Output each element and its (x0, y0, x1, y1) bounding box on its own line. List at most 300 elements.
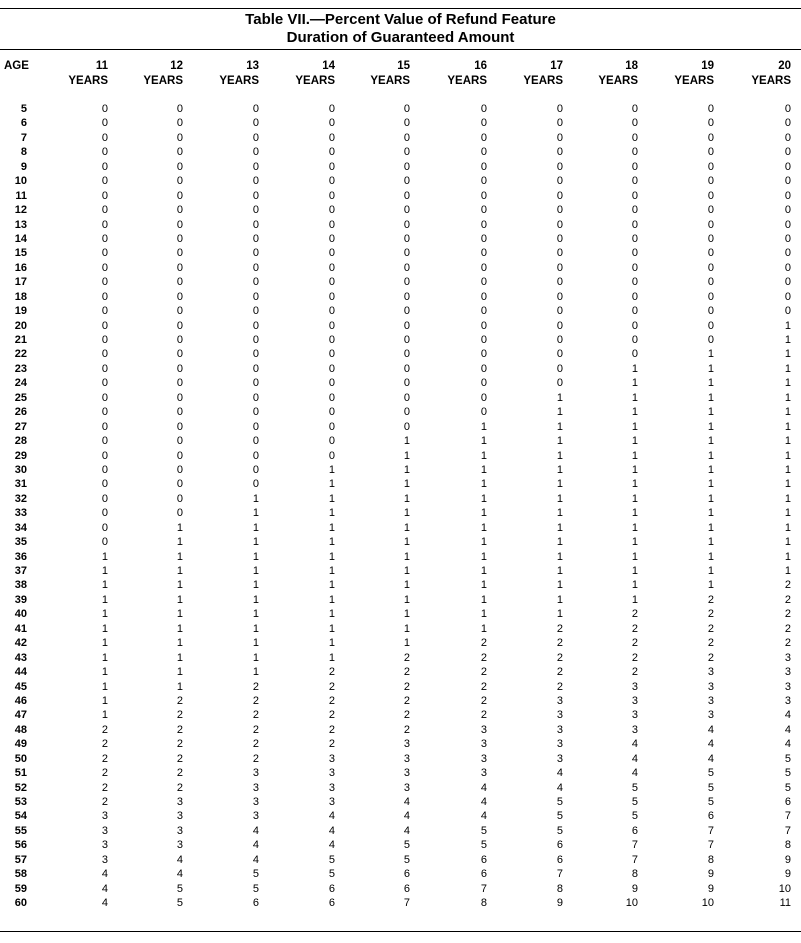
value-cell: 5 (328, 868, 335, 881)
value-cell: 4 (707, 723, 714, 736)
value-cell: 0 (101, 117, 108, 130)
value-cell: 0 (480, 362, 487, 375)
value-cell: 5 (707, 796, 714, 808)
age-cell: 51 (14, 767, 27, 780)
value-cell: 1 (707, 550, 714, 563)
age-cell: 42 (14, 637, 27, 650)
value-cell: 1 (101, 651, 108, 664)
table-row (0, 853, 801, 867)
value-cell: 0 (480, 261, 487, 274)
age-cell: 56 (14, 839, 27, 852)
value-cell: 0 (252, 117, 259, 130)
value-cell: 0 (328, 103, 335, 115)
value-cell: 1 (556, 478, 563, 491)
value-cell: 0 (252, 103, 259, 115)
value-cell: 0 (328, 348, 335, 361)
value-cell: 1 (328, 622, 335, 635)
value-cell: 1 (403, 492, 410, 505)
value-cell: 1 (631, 593, 638, 606)
value-cell: 6 (784, 796, 791, 808)
table-row (0, 116, 801, 130)
value-cell: 1 (480, 608, 487, 621)
value-cell: 0 (707, 247, 714, 260)
value-cell: 2 (556, 622, 563, 635)
age-cell: 43 (14, 651, 27, 664)
value-cell: 0 (252, 131, 259, 144)
value-cell: 1 (101, 666, 108, 679)
value-cell: 1 (631, 435, 638, 448)
value-cell: 1 (403, 435, 410, 448)
value-cell: 4 (556, 767, 563, 780)
table-row (0, 290, 801, 304)
table-row (0, 723, 801, 737)
age-cell: 53 (14, 796, 27, 808)
table-row (0, 607, 801, 621)
value-cell: 0 (631, 348, 638, 361)
value-cell: 1 (480, 521, 487, 534)
value-cell: 7 (784, 810, 791, 823)
value-cell: 1 (784, 550, 791, 563)
value-cell: 1 (707, 362, 714, 375)
age-cell: 55 (14, 824, 27, 837)
value-cell: 1 (784, 348, 791, 361)
year-column-number: 16 (474, 60, 487, 72)
value-cell: 0 (176, 377, 183, 390)
value-cell: 0 (328, 449, 335, 462)
value-cell: 0 (480, 117, 487, 130)
value-cell: 0 (101, 204, 108, 217)
value-cell: 2 (176, 738, 183, 751)
value-cell: 0 (328, 247, 335, 260)
value-cell: 0 (707, 218, 714, 231)
value-cell: 0 (631, 204, 638, 217)
value-cell: 1 (176, 622, 183, 635)
value-cell: 0 (252, 362, 259, 375)
value-cell: 5 (784, 767, 791, 780)
table-row (0, 578, 801, 592)
value-cell: 1 (252, 565, 259, 577)
value-cell: 4 (480, 810, 487, 823)
value-cell: 1 (784, 391, 791, 404)
table-row (0, 708, 801, 722)
value-cell: 1 (556, 449, 563, 462)
value-cell: 3 (403, 752, 410, 765)
age-cell: 19 (14, 305, 27, 318)
value-cell: 1 (631, 391, 638, 404)
value-cell: 0 (707, 276, 714, 289)
value-cell: 0 (784, 276, 791, 289)
year-column-header (731, 59, 791, 89)
value-cell: 0 (631, 305, 638, 318)
value-cell: 0 (403, 406, 410, 419)
value-cell: 0 (176, 391, 183, 404)
value-cell: 2 (480, 651, 487, 664)
value-cell: 1 (252, 666, 259, 679)
value-cell: 0 (252, 449, 259, 462)
value-cell: 0 (328, 117, 335, 130)
age-cell: 27 (14, 420, 27, 433)
table-row (0, 535, 801, 549)
value-cell: 1 (631, 507, 638, 520)
value-cell: 1 (784, 463, 791, 476)
value-cell: 0 (707, 131, 714, 144)
value-cell: 2 (556, 651, 563, 664)
value-cell: 0 (403, 334, 410, 346)
value-cell: 0 (101, 290, 108, 303)
value-cell: 1 (328, 492, 335, 505)
value-cell: 0 (707, 189, 714, 202)
value-cell: 2 (480, 709, 487, 722)
value-cell: 2 (252, 723, 259, 736)
age-cell: 33 (14, 507, 27, 520)
value-cell: 0 (403, 175, 410, 188)
age-cell: 37 (14, 565, 27, 577)
value-cell: 0 (556, 348, 563, 361)
age-cell: 46 (14, 694, 27, 707)
value-cell: 0 (403, 131, 410, 144)
value-cell: 0 (252, 406, 259, 419)
value-cell: 2 (403, 723, 410, 736)
age-cell: 36 (14, 550, 27, 563)
value-cell: 0 (252, 160, 259, 173)
value-cell: 0 (403, 261, 410, 274)
value-cell: 2 (784, 593, 791, 606)
value-cell: 1 (176, 680, 183, 693)
value-cell: 1 (480, 507, 487, 520)
value-cell: 5 (631, 781, 638, 794)
value-cell: 0 (556, 131, 563, 144)
value-cell: 5 (707, 781, 714, 794)
value-cell: 2 (631, 666, 638, 679)
value-cell: 1 (403, 622, 410, 635)
value-cell: 1 (707, 348, 714, 361)
value-cell: 3 (631, 680, 638, 693)
value-cell: 2 (328, 738, 335, 751)
value-cell: 1 (480, 536, 487, 549)
value-cell: 0 (403, 362, 410, 375)
value-cell: 1 (252, 651, 259, 664)
value-cell: 1 (480, 449, 487, 462)
value-cell: 1 (328, 579, 335, 592)
year-column-number: 20 (778, 60, 791, 72)
table-row (0, 564, 801, 578)
value-cell: 0 (403, 204, 410, 217)
table-row (0, 189, 801, 203)
value-cell: 0 (784, 117, 791, 130)
value-cell: 0 (480, 218, 487, 231)
value-cell: 1 (101, 593, 108, 606)
value-cell: 0 (252, 247, 259, 260)
value-cell: 2 (480, 694, 487, 707)
value-cell: 3 (480, 767, 487, 780)
value-cell: 0 (631, 334, 638, 346)
value-cell: 1 (556, 521, 563, 534)
age-cell: 44 (14, 666, 27, 679)
value-cell: 1 (556, 579, 563, 592)
value-cell: 0 (252, 463, 259, 476)
value-cell: 4 (480, 796, 487, 808)
value-cell: 1 (707, 391, 714, 404)
value-cell: 6 (480, 853, 487, 866)
value-cell: 0 (101, 175, 108, 188)
value-cell: 0 (176, 319, 183, 332)
value-cell: 6 (328, 897, 335, 910)
value-cell: 1 (403, 463, 410, 476)
value-cell: 1 (707, 435, 714, 448)
value-cell: 0 (556, 362, 563, 375)
value-cell: 4 (101, 897, 108, 910)
table-row (0, 622, 801, 636)
value-cell: 5 (252, 882, 259, 895)
value-cell: 0 (101, 276, 108, 289)
age-cell: 17 (14, 276, 27, 289)
table-row (0, 160, 801, 174)
value-cell: 0 (480, 175, 487, 188)
value-cell: 0 (403, 103, 410, 115)
age-cell: 12 (14, 204, 27, 217)
value-cell: 0 (176, 175, 183, 188)
value-cell: 1 (252, 593, 259, 606)
value-cell: 1 (707, 406, 714, 419)
value-cell: 0 (252, 391, 259, 404)
value-cell: 0 (784, 204, 791, 217)
value-cell: 1 (252, 637, 259, 650)
value-cell: 2 (480, 680, 487, 693)
value-cell: 1 (784, 565, 791, 577)
value-cell: 1 (556, 435, 563, 448)
bottom-rule (0, 931, 801, 932)
value-cell: 3 (707, 694, 714, 707)
value-cell: 4 (101, 882, 108, 895)
value-cell: 1 (480, 478, 487, 491)
year-column-header (48, 59, 108, 89)
table-row (0, 521, 801, 535)
value-cell: 0 (556, 261, 563, 274)
value-cell: 4 (631, 767, 638, 780)
value-cell: 0 (101, 232, 108, 245)
value-cell: 2 (252, 738, 259, 751)
value-cell: 3 (631, 709, 638, 722)
value-cell: 0 (101, 478, 108, 491)
table-row (0, 752, 801, 766)
value-cell: 1 (328, 651, 335, 664)
value-cell: 1 (556, 391, 563, 404)
value-cell: 0 (252, 290, 259, 303)
value-cell: 0 (707, 175, 714, 188)
value-cell: 0 (328, 406, 335, 419)
value-cell: 1 (784, 435, 791, 448)
table-row (0, 824, 801, 838)
value-cell: 1 (631, 377, 638, 390)
value-cell: 0 (707, 103, 714, 115)
age-cell: 15 (14, 247, 27, 260)
value-cell: 3 (101, 810, 108, 823)
year-column-header (199, 59, 259, 89)
value-cell: 0 (328, 377, 335, 390)
value-cell: 1 (176, 593, 183, 606)
value-cell: 0 (631, 117, 638, 130)
value-cell: 1 (631, 362, 638, 375)
value-cell: 2 (631, 622, 638, 635)
value-cell: 1 (101, 709, 108, 722)
table-row (0, 145, 801, 159)
value-cell: 1 (631, 565, 638, 577)
value-cell: 2 (707, 608, 714, 621)
year-column-number: 19 (701, 60, 714, 72)
value-cell: 0 (101, 391, 108, 404)
value-cell: 0 (101, 348, 108, 361)
value-cell: 0 (176, 420, 183, 433)
age-cell: 52 (14, 781, 27, 794)
value-cell: 1 (403, 593, 410, 606)
value-cell: 4 (328, 810, 335, 823)
year-column-unit: YEARS (598, 75, 638, 87)
value-cell: 9 (707, 882, 714, 895)
value-cell: 1 (556, 536, 563, 549)
value-cell: 2 (480, 666, 487, 679)
value-cell: 0 (252, 189, 259, 202)
table-row (0, 347, 801, 361)
value-cell: 2 (101, 767, 108, 780)
value-cell: 0 (631, 247, 638, 260)
age-cell: 29 (14, 449, 27, 462)
value-cell: 0 (707, 290, 714, 303)
table-row (0, 694, 801, 708)
value-cell: 1 (707, 507, 714, 520)
value-cell: 0 (707, 204, 714, 217)
age-cell: 39 (14, 593, 27, 606)
value-cell: 3 (556, 709, 563, 722)
value-cell: 0 (176, 247, 183, 260)
table-row (0, 362, 801, 376)
table-row (0, 203, 801, 217)
value-cell: 0 (480, 160, 487, 173)
value-cell: 3 (631, 723, 638, 736)
table-row (0, 665, 801, 679)
value-cell: 0 (480, 247, 487, 260)
table-row (0, 809, 801, 823)
value-cell: 1 (101, 622, 108, 635)
value-cell: 5 (328, 853, 335, 866)
value-cell: 0 (176, 478, 183, 491)
value-cell: 1 (631, 478, 638, 491)
year-column-header (578, 59, 638, 89)
age-cell: 14 (14, 232, 27, 245)
value-cell: 1 (784, 521, 791, 534)
value-cell: 5 (403, 839, 410, 852)
table-title-line-1: Table VII.—Percent Value of Refund Feature (245, 11, 556, 28)
value-cell: 1 (328, 550, 335, 563)
age-cell: 47 (14, 709, 27, 722)
value-cell: 1 (707, 536, 714, 549)
year-column-number: 13 (246, 60, 259, 72)
table-row (0, 781, 801, 795)
value-cell: 4 (631, 738, 638, 751)
table-row (0, 506, 801, 520)
table-row (0, 376, 801, 390)
value-cell: 4 (707, 738, 714, 751)
value-cell: 0 (784, 247, 791, 260)
value-cell: 0 (403, 117, 410, 130)
value-cell: 1 (784, 334, 791, 346)
value-cell: 0 (403, 232, 410, 245)
value-cell: 2 (556, 666, 563, 679)
value-cell: 1 (101, 637, 108, 650)
value-cell: 1 (784, 319, 791, 332)
value-cell: 5 (631, 796, 638, 808)
value-cell: 1 (252, 536, 259, 549)
value-cell: 0 (784, 131, 791, 144)
value-cell: 4 (784, 723, 791, 736)
value-cell: 3 (707, 680, 714, 693)
value-cell: 2 (631, 637, 638, 650)
table-row (0, 492, 801, 506)
value-cell: 0 (784, 305, 791, 318)
value-cell: 2 (480, 637, 487, 650)
value-cell: 1 (403, 449, 410, 462)
value-cell: 2 (328, 709, 335, 722)
value-cell: 1 (480, 463, 487, 476)
value-cell: 10 (778, 882, 791, 895)
value-cell: 4 (252, 824, 259, 837)
year-column-header (503, 59, 563, 89)
value-cell: 3 (784, 694, 791, 707)
value-cell: 1 (403, 536, 410, 549)
value-cell: 3 (707, 709, 714, 722)
value-cell: 2 (707, 637, 714, 650)
value-cell: 2 (101, 781, 108, 794)
age-cell: 6 (20, 117, 27, 130)
value-cell: 1 (784, 420, 791, 433)
value-cell: 0 (480, 103, 487, 115)
value-cell: 1 (784, 449, 791, 462)
value-cell: 8 (556, 882, 563, 895)
table-row (0, 896, 801, 910)
value-cell: 7 (784, 824, 791, 837)
value-cell: 1 (403, 637, 410, 650)
value-cell: 1 (252, 492, 259, 505)
age-cell: 5 (20, 103, 27, 115)
value-cell: 0 (631, 160, 638, 173)
value-cell: 1 (480, 550, 487, 563)
value-cell: 1 (556, 507, 563, 520)
value-cell: 7 (480, 882, 487, 895)
value-cell: 5 (176, 882, 183, 895)
value-cell: 1 (480, 622, 487, 635)
table-row (0, 651, 801, 665)
value-cell: 0 (480, 334, 487, 346)
value-cell: 0 (631, 189, 638, 202)
value-cell: 3 (480, 723, 487, 736)
value-cell: 2 (403, 651, 410, 664)
value-cell: 1 (556, 608, 563, 621)
value-cell: 9 (784, 868, 791, 881)
value-cell: 0 (176, 146, 183, 159)
value-cell: 4 (631, 752, 638, 765)
age-cell: 22 (14, 348, 27, 361)
value-cell: 3 (556, 723, 563, 736)
value-cell: 0 (556, 146, 563, 159)
value-cell: 0 (480, 305, 487, 318)
value-cell: 10 (701, 897, 714, 910)
value-cell: 0 (707, 146, 714, 159)
table-row (0, 593, 801, 607)
age-cell: 9 (20, 160, 27, 173)
value-cell: 0 (328, 290, 335, 303)
value-cell: 9 (784, 853, 791, 866)
table-row (0, 838, 801, 852)
value-cell: 0 (631, 261, 638, 274)
